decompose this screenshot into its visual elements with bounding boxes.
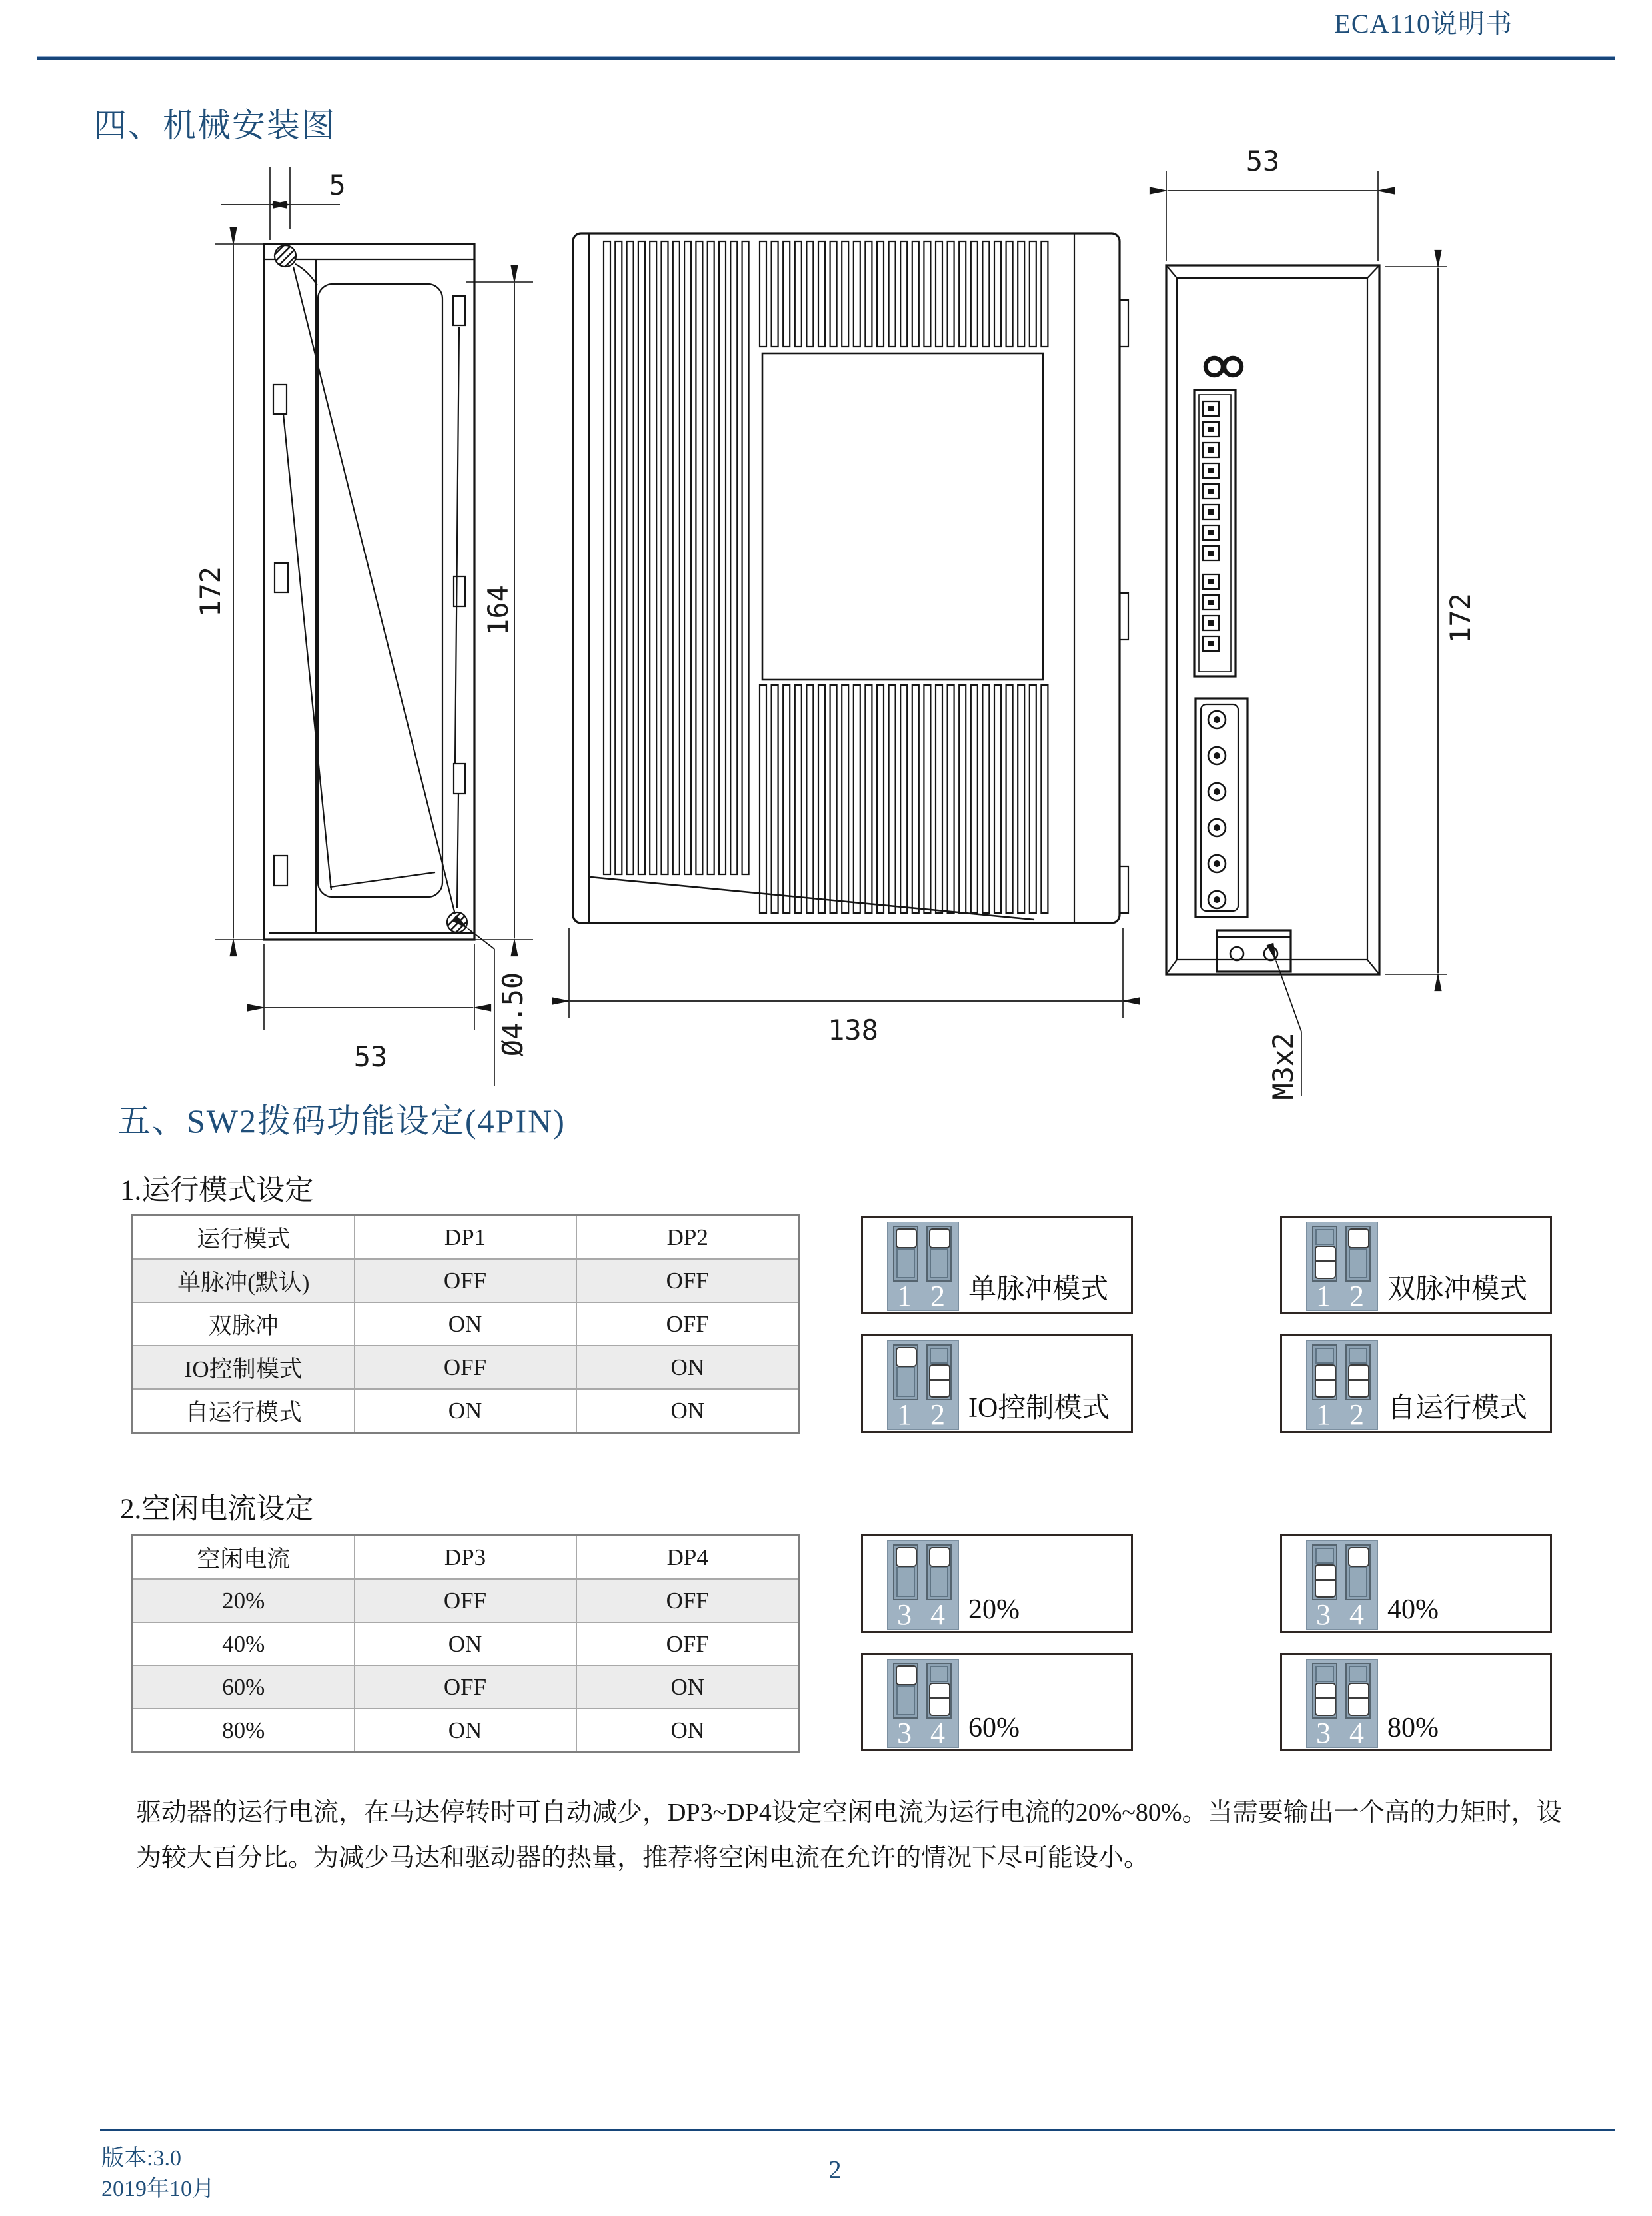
dip-handle [1348,1228,1369,1248]
dip-box-40-percent [1280,1534,1552,1633]
table-cell: 40% [133,1622,355,1665]
dim-label-diameter: Ø4.50 [496,972,529,1057]
table-header-cell: 空闲电流 [133,1536,355,1580]
table-row [133,1302,800,1346]
table-header-cell: DP4 [576,1536,800,1580]
dip-number: 2 [930,1280,945,1312]
dip-number: 2 [1349,1398,1364,1431]
dip-mode-label: IO控制模式 [968,1393,1110,1424]
dip-handle [896,1547,917,1567]
dip-slot-4 [926,1663,952,1719]
mode-table [131,1214,800,1434]
table-cell: OFF [355,1259,576,1302]
keyhole-top [275,245,296,267]
dip-slot-1 [1312,1344,1337,1400]
dip-current-label: 20% [968,1594,1020,1625]
table-header-cell: DP3 [355,1536,576,1580]
table-header-row [133,1216,800,1260]
dip-handle [1348,1547,1369,1567]
dip-slot-4 [1345,1663,1371,1719]
dip-handle [929,1364,950,1398]
mounting-slots [273,296,465,886]
table-cell: 20% [133,1579,355,1622]
vent-hole [1224,358,1241,375]
section-4-title: 四、机械安装图 [93,107,336,144]
dip-number: 4 [1349,1598,1364,1631]
dip-handle [1315,1246,1336,1279]
table-header-cell: DP2 [576,1216,800,1260]
dip-number: 4 [930,1717,945,1749]
dip-mode-label: 单脉冲模式 [968,1274,1109,1305]
dip-box-80-percent [1280,1653,1552,1751]
table-row [133,1622,800,1665]
dip-slot-1 [893,1344,918,1400]
subsection-1-title: 1.运行模式设定 [120,1175,314,1206]
table-cell: OFF [576,1259,800,1302]
table-cell: ON [576,1665,800,1709]
dip-box-self-run [1280,1334,1552,1433]
dip-number: 4 [1349,1717,1364,1749]
dip-number: 1 [1316,1280,1331,1312]
dip-slot-3 [893,1663,918,1719]
table-cell: ON [355,1389,576,1433]
dip-handle [1315,1683,1336,1716]
dip-handle [929,1683,950,1716]
dip-number: 1 [1316,1398,1331,1431]
note-line-1: 驱动器的运行电流，在马达停转时可自动减少，DP3~DP4设定空闲电流为运行电流的20%~80%。当需要输出一个高的力矩时，设 [136,1799,1562,1827]
footer-rule [100,2129,1615,2131]
table-cell: IO控制模式 [133,1346,355,1389]
dip-number: 4 [930,1598,945,1631]
screw-hole [1230,947,1243,960]
dip-slot-4 [1345,1544,1371,1600]
dip-switch-panel [887,1340,959,1430]
table-cell: OFF [355,1665,576,1709]
table-cell: 60% [133,1665,355,1709]
dim-label-5: 5 [329,169,346,201]
heatsink-fins-bottom [760,685,1048,913]
dim-label-172-right: 172 [1444,593,1477,644]
dip-slot-4 [926,1544,952,1600]
dip-mode-label: 自运行模式 [1387,1393,1528,1424]
table-row [133,1389,800,1433]
footer-date: 2019年10月 [101,2177,215,2201]
table-cell: OFF [576,1622,800,1665]
dip-slot-1 [893,1226,918,1282]
dip-box-20-percent [861,1534,1133,1633]
page-number: 2 [828,2156,842,2184]
table-cell: 自运行模式 [133,1389,355,1433]
note-line-2: 为较大百分比。为减少马达和驱动器的热量，推荐将空闲电流在允许的情况下尽可能设小。 [136,1844,1150,1872]
dip-mode-label: 双脉冲模式 [1387,1274,1528,1305]
dim-label-172-left: 172 [194,566,227,617]
dip-handle [1315,1564,1336,1598]
power-terminal-block [1196,698,1247,917]
table-row [133,1259,800,1302]
table-cell: OFF [355,1346,576,1389]
dim-label-53-bottom: 53 [353,1040,388,1073]
table-cell: 80% [133,1709,355,1753]
dip-handle [1348,1364,1369,1398]
table-cell: 双脉冲 [133,1302,355,1346]
dip-slot-3 [893,1544,918,1600]
dip-switch-panel [1306,1540,1378,1630]
dip-handle [929,1228,950,1248]
table-header-cell: DP1 [355,1216,576,1260]
dim-label-138: 138 [828,1014,878,1046]
dip-slot-3 [1312,1544,1337,1600]
dip-current-label: 40% [1387,1594,1439,1625]
table-cell: OFF [576,1302,800,1346]
dip-number: 1 [897,1280,912,1312]
dip-switch-panel [1306,1659,1378,1748]
dip-number: 3 [897,1598,912,1631]
dip-box-io-control [861,1334,1133,1433]
dip-slot-2 [1345,1344,1371,1400]
dip-handle [896,1228,917,1248]
table-header-row [133,1536,800,1580]
left-view [194,167,533,1086]
table-cell: OFF [355,1579,576,1622]
dip-switch-panel [1306,1222,1378,1311]
table-cell: OFF [576,1579,800,1622]
table-cell: ON [576,1346,800,1389]
label-plate [762,353,1043,680]
dim-label-53-top: 53 [1245,145,1280,177]
dip-number: 3 [1316,1717,1331,1749]
heatsink-fins-left [604,241,749,874]
vent-hole [1206,358,1223,375]
table-row [133,1579,800,1622]
dip-slot-1 [1312,1226,1337,1282]
table-row [133,1665,800,1709]
table-cell: ON [355,1302,576,1346]
dip-handle [929,1547,950,1567]
dip-switch-panel [887,1222,959,1311]
heatsink-fins-top [760,241,1048,347]
dim-label-m3x2: M3x2 [1267,1032,1299,1100]
table-header-cell: 运行模式 [133,1216,355,1260]
section-5-title: 五、SW2拨码功能设定(4PIN) [117,1102,566,1140]
dip-handle [896,1665,917,1685]
signal-terminal-block [1194,390,1236,676]
table-cell: 单脉冲(默认) [133,1259,355,1302]
dip-number: 2 [1349,1280,1364,1312]
dip-slot-2 [926,1344,952,1400]
dip-number: 2 [930,1398,945,1431]
table-cell: ON [576,1389,800,1433]
footer-version: 版本:3.0 [101,2146,181,2171]
dip-number: 3 [897,1717,912,1749]
side-view [1166,145,1477,1100]
dip-switch-panel [887,1659,959,1748]
dip-number: 3 [1316,1598,1331,1631]
dip-slot-3 [1312,1663,1337,1719]
subsection-2-title: 2.空闲电流设定 [120,1494,314,1525]
dip-slot-2 [1345,1226,1371,1282]
dim-label-164: 164 [482,585,514,636]
dip-box-60-percent [861,1653,1133,1751]
current-table [131,1534,800,1753]
dip-switch-panel [887,1540,959,1630]
table-row [133,1346,800,1389]
dip-current-label: 80% [1387,1713,1439,1743]
table-cell: ON [355,1622,576,1665]
front-view [569,233,1128,1046]
dip-handle [1315,1364,1336,1398]
dip-number: 1 [897,1398,912,1431]
table-row [133,1709,800,1753]
screw-hole [1264,947,1277,960]
dip-box-double-pulse [1280,1216,1552,1314]
dip-box-single-pulse [861,1216,1133,1314]
dip-handle [896,1347,917,1367]
dip-slot-2 [926,1226,952,1282]
table-cell: ON [576,1709,800,1753]
dip-current-label: 60% [968,1713,1020,1743]
page-header-title: ECA110说明书 [1334,9,1513,39]
mount-hole-bottom [447,912,467,932]
dip-handle [1348,1683,1369,1716]
table-cell: ON [355,1709,576,1753]
dip-switch-panel [1306,1340,1378,1430]
